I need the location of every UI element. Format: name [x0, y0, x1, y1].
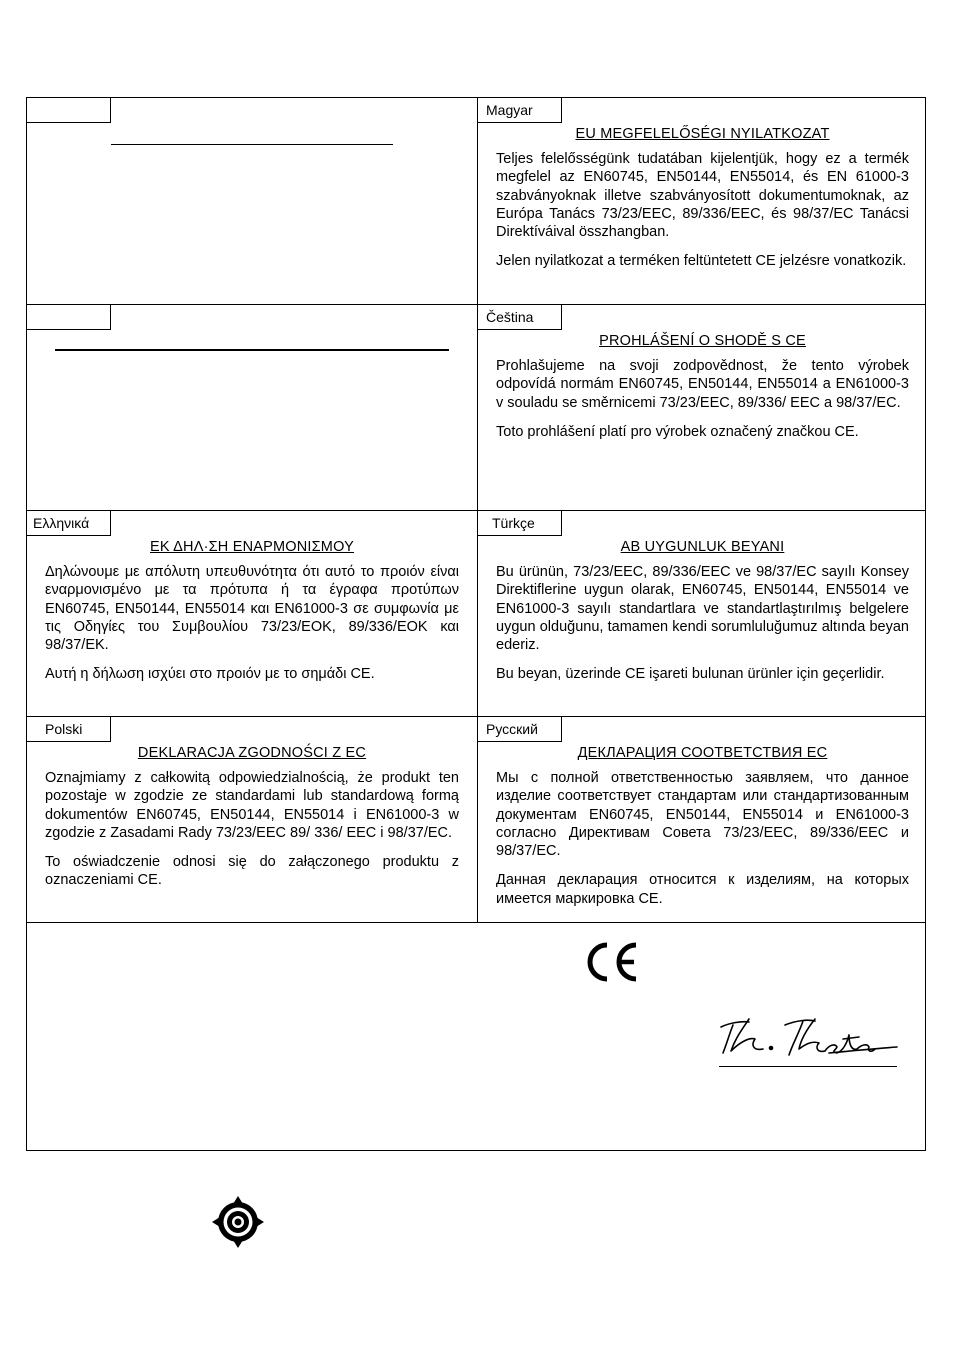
section-heading: DEKLARACJA ZGODNOŚCI Z EC	[137, 745, 367, 761]
signature-line	[719, 1066, 897, 1067]
blank-heading-line	[55, 349, 449, 351]
language-tab: Türkçe	[478, 511, 562, 536]
section-turkish	[478, 511, 927, 716]
section-heading: PROHLÁŠENÍ O SHODĚ S CE	[599, 333, 806, 349]
language-tab	[27, 305, 111, 330]
section-polish	[27, 717, 477, 922]
section-russian	[478, 717, 927, 922]
signature-icon	[719, 1013, 899, 1065]
paragraph: Prohlašujeme na svoji zodpovědnost, že tento výrobek odpovídá normám EN60745, EN50144, EN55014 a EN61000-3 v souladu se směrnicemi 73/23/EEC, 89/336/ EEC a 98/37/EC.	[496, 358, 909, 411]
blank-heading-line	[111, 144, 393, 145]
section-body	[496, 769, 909, 919]
section-heading: ДЕКЛАРАЦИЯ СООТВЕТСТВИЯ ЕС	[577, 745, 828, 761]
language-tab	[27, 98, 111, 123]
section-top-left	[27, 98, 477, 304]
paragraph: Bu beyan, üzerinde CE işareti bulunan ürünler için geçerlidir.	[496, 666, 885, 683]
section-heading: EU MEGFELELŐSÉGI NYILATKOZAT	[575, 126, 830, 142]
section-body	[45, 769, 459, 901]
paragraph: Δηλώνουμε με απόλυτη υπευθυνότητα ότι αυτό το προιόν είναι εναρμονισμένο με τα πρότυπα ή τα έγραφα προτύπων EN60745, EN50144, EN55014 και EN61000-3 σε συμφωνία με τις Οδηγίες του Συμβουλίου 73/23/EOK, 89/336/EOK και 98/37/EK.	[45, 564, 459, 654]
paragraph: Bu ürünün, 73/23/EEC, 89/336/EEC ve 98/37/EC sayılı Konsey Direktiflerine uygun olarak, EN60745, EN50144, EN55014 ve EN61000-3 sayılı standartlara ve standartlaştırılmış belgelere uygun olduğunu, tamamen kendi sorumluluğumuz altında beyan ederiz.	[496, 564, 909, 654]
paragraph: To oświadczenie odnosi się do załączonego produktu z oznaczeniami CE.	[45, 854, 459, 889]
section-czech	[478, 305, 927, 510]
section-mid-left	[27, 305, 477, 510]
section-body	[496, 357, 909, 452]
declaration-frame	[26, 97, 926, 1151]
hitachi-logo-icon	[210, 1194, 266, 1250]
language-tab: Polski	[27, 717, 111, 742]
section-hungarian	[478, 98, 927, 304]
section-greek	[27, 511, 477, 716]
section-body	[496, 150, 909, 282]
paragraph: Αυτή η δήλωση ισχύει στο προιόν με το σημάδι CE.	[45, 666, 375, 683]
section-body	[45, 563, 459, 695]
paragraph: Jelen nyilatkozat a terméken feltüntetett CE jelzésre vonatkozik.	[496, 253, 907, 270]
row-divider	[27, 922, 925, 923]
language-tab: Čeština	[478, 305, 562, 330]
section-heading: AB UYGUNLUK BEYANI	[620, 539, 785, 555]
language-tab: Ελληνικά	[27, 511, 111, 536]
language-tab: Русский	[478, 717, 562, 742]
paragraph: Toto prohlášení platí pro výrobek označený značkou CE.	[496, 423, 859, 440]
paragraph: Данная декларация относится к изделиям, на которых имеется маркировка CE.	[496, 872, 909, 907]
paragraph: Teljes felelősségünk tudatában kijelentjük, hogy ez a termék megfelel az EN60745, EN50144, EN55014, és EN 61000-3 szabványoknak illetve szabványosított dokumentumoknak, az Európa Tanács 73/23/EEC, 89/336/EEC, és 98/37/EC Tanácsi Direktíváival összhangban.	[496, 151, 909, 241]
section-body	[496, 563, 909, 695]
paragraph: Мы с полной ответственностью заявляем, что данное изделие соответствует стандартам или стандартизованным документам EN60745, EN50144, EN55014 и EN61000-3 согласно Директивам Совета 73/23/EEC, 89/336/EEC и 98/37/EC.	[496, 770, 909, 860]
paragraph: Oznajmiamy z całkowitą odpowiedzialnością, że produkt ten pozostaje w zgodzie ze standardami lub standardową formą dokumentów EN60745, EN50144, EN55014 i EN61000-3 w zgodzie z Zasadami Rady 73/23/EEC 89/ 336/ EEC i 98/37/EC.	[45, 770, 459, 841]
ce-mark-icon	[583, 940, 641, 984]
section-heading: ΕΚ ΔΗΛ·ΣΗ ΕΝΑΡΜΟΝΙΣΜΟΥ	[150, 539, 354, 555]
language-tab: Magyar	[478, 98, 562, 123]
